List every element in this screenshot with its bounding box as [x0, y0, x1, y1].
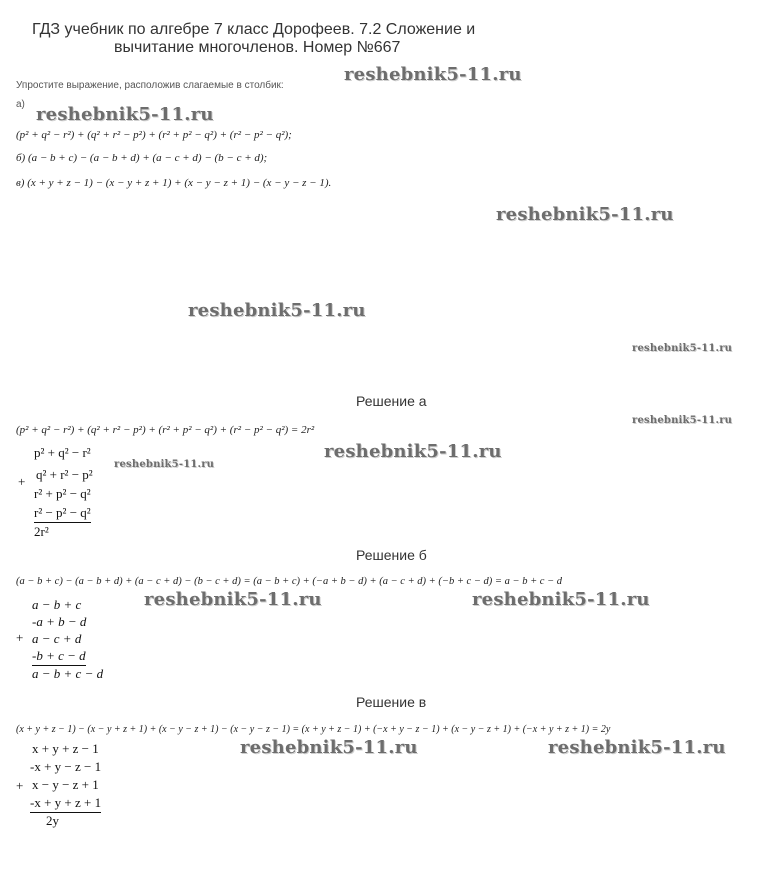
- solution-v-heading: Решение в: [356, 694, 427, 710]
- column-result: 2y: [46, 813, 59, 828]
- watermark: reshebnik5-11.ru: [240, 737, 418, 758]
- task-expression-v: в) (x + y + z − 1) − (x − y + z + 1) + (x − y − z + 1) − (x − y − z − 1).: [16, 177, 332, 189]
- page-title-line-1: ГДЗ учебник по алгебре 7 класс Дорофеев. 7.2 Сложение и: [32, 21, 476, 38]
- column-row: a − c + d: [32, 631, 82, 646]
- column-result: 2r²: [34, 524, 49, 539]
- column-plus-sign: +: [16, 778, 24, 793]
- watermark: reshebnik5-11.ru: [344, 64, 522, 85]
- column-row: q² + r² − p²: [36, 467, 93, 482]
- task-expression-a: (p² + q² − r²) + (q² + r² − p²) + (r² + p² − q²) + (r² − p² − q²);: [16, 129, 292, 141]
- watermark: reshebnik5-11.ru: [144, 589, 322, 610]
- watermark: reshebnik5-11.ru: [472, 589, 650, 610]
- watermark: reshebnik5-11.ru: [548, 737, 726, 758]
- solution-v-column: [16, 741, 136, 831]
- page-title-line-2: вычитание многочленов. Номер №667: [114, 39, 401, 56]
- watermark: reshebnik5-11.ru: [324, 441, 502, 462]
- column-row: p² + q² − r²: [34, 445, 91, 460]
- watermark: reshebnik5-11.ru: [114, 459, 215, 470]
- column-row: r² − p² − q²: [34, 505, 91, 523]
- column-row: x + y + z − 1: [32, 741, 99, 756]
- solution-v-equation: (x + y + z − 1) − (x − y + z + 1) + (x − y − z + 1) − (x − y − z − 1) = (x + y + z − 1) + (−x + y − z − 1) + (x − y − z + 1) + (−x + y + z + 1) = 2y: [16, 724, 611, 735]
- solution-a-equation: (p² + q² − r²) + (q² + r² − p²) + (r² + p² − q²) + (r² − p² − q²) = 2r²: [16, 424, 315, 436]
- column-row: r² + p² − q²: [34, 486, 91, 501]
- column-result: a − b + c − d: [32, 666, 104, 681]
- column-row: -x + y + z + 1: [30, 795, 101, 813]
- task-label-a: а): [16, 99, 25, 110]
- column-plus-sign: +: [16, 630, 24, 645]
- task-intro: Упростите выражение, расположив слагаемые в столбик:: [16, 80, 284, 91]
- watermark: reshebnik5-11.ru: [632, 343, 733, 354]
- watermark: reshebnik5-11.ru: [496, 204, 674, 225]
- solution-b-heading: Решение б: [356, 547, 427, 563]
- watermark: reshebnik5-11.ru: [632, 415, 733, 426]
- column-row: x − y − z + 1: [32, 777, 99, 792]
- watermark: reshebnik5-11.ru: [36, 104, 214, 125]
- column-row: -x + y − z − 1: [30, 759, 102, 774]
- column-row: -b + c − d: [32, 648, 86, 666]
- solution-b-column: [16, 597, 136, 687]
- solution-b-equation: (a − b + c) − (a − b + d) + (a − c + d) − (b − c + d) = (a − b + c) + (−a + b − d) + (a − c + d) + (−b + c − d) = a − b + c − d: [16, 576, 563, 587]
- watermark: reshebnik5-11.ru: [188, 300, 366, 321]
- column-plus-sign: +: [18, 474, 26, 489]
- task-expression-b: б) (a − b + c) − (a − b + d) + (a − c + d) − (b − c + d);: [16, 152, 268, 164]
- solution-a-heading: Решение а: [356, 393, 427, 409]
- column-row: -a + b − d: [32, 614, 87, 629]
- column-row: a − b + c: [32, 597, 82, 612]
